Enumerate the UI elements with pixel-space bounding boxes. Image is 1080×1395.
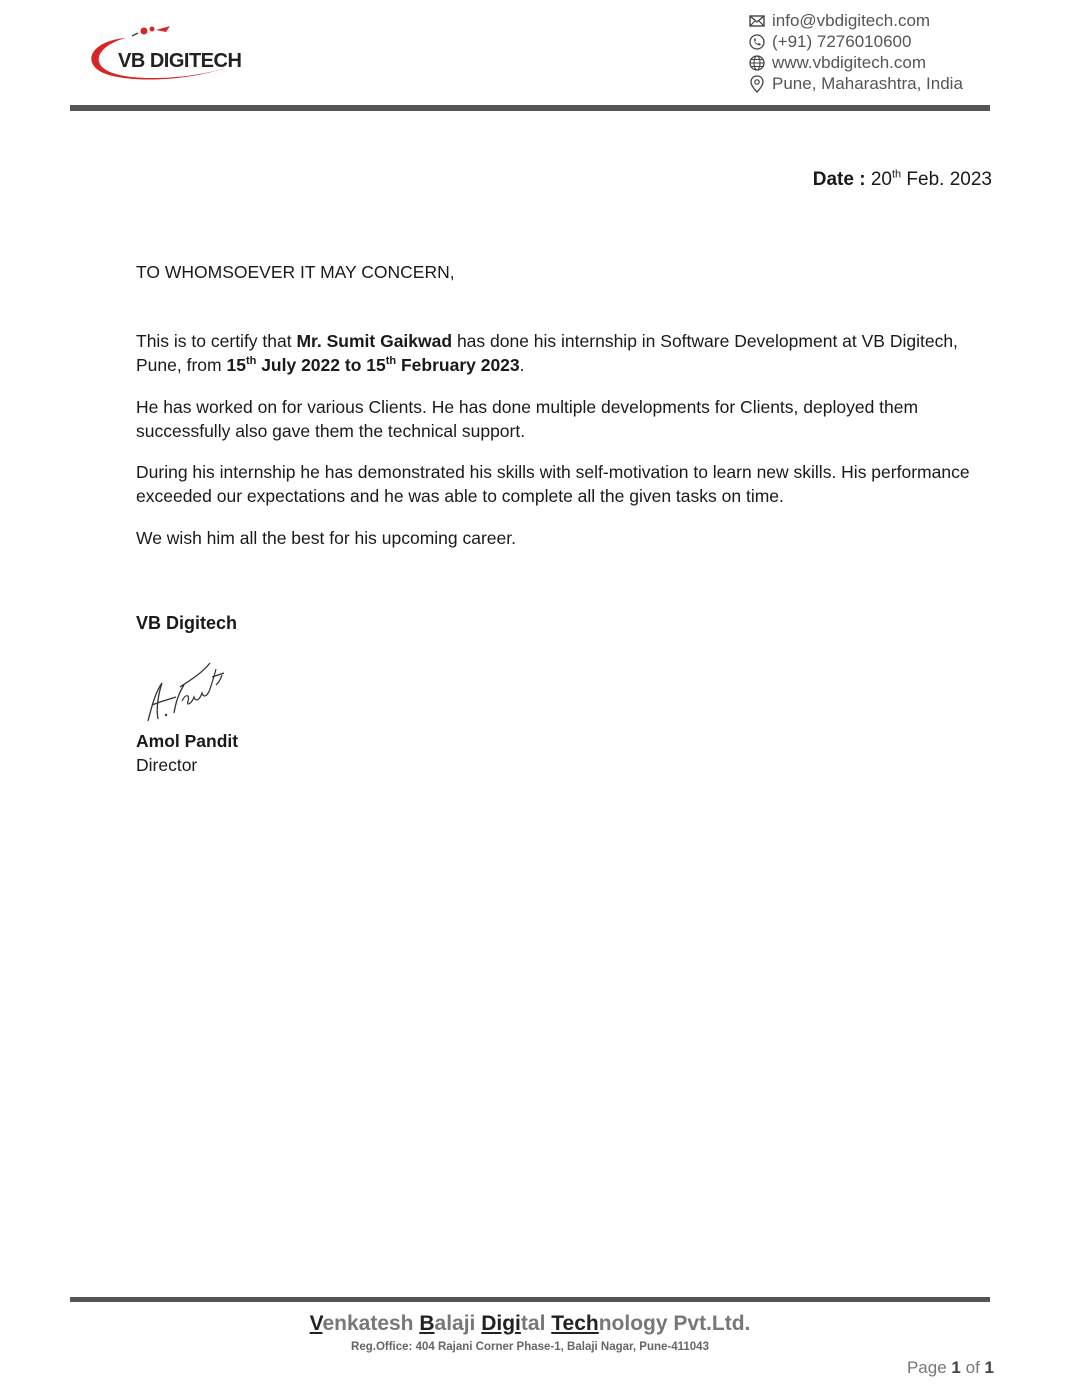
contact-email-row (748, 10, 963, 31)
letter-date (813, 169, 992, 191)
contact-website[interactable]: www.vbdigitech.com (772, 53, 927, 72)
salutation: TO WHOMSOEVER IT MAY CONCERN, (136, 262, 455, 282)
paragraph-performance: During his internship he has demonstrated his skills with self-motivation to learn new skills. His performance exceeded our expectations and he was able to complete all the given tasks on time. (136, 462, 970, 506)
phone-icon (748, 33, 766, 51)
page-number (907, 1358, 994, 1378)
contact-location: Pune, Maharashtra, India (772, 74, 963, 93)
header-divider (70, 105, 990, 111)
location-pin-icon (748, 75, 766, 93)
page-current: 1 (951, 1358, 961, 1377)
contact-email[interactable]: info@vbdigitech.com (772, 11, 931, 30)
globe-icon (748, 54, 766, 72)
footer-address: Reg.Office: 404 Rajani Corner Phase-1, Balaji Nagar, Pune-411043 (351, 1341, 709, 1353)
fc-enkatesh: enkatesh (322, 1312, 420, 1335)
fc-nology: nology Pvt.Ltd. (598, 1312, 751, 1335)
internship-period (226, 355, 519, 375)
p1-post: . (519, 355, 525, 375)
date-month-year: Feb. 2023 (906, 169, 992, 190)
signer-name: Amol Pandit (136, 731, 239, 751)
paragraph-wishes: We wish him all the best for his upcoming career. (136, 528, 516, 548)
fc-tal: tal (520, 1312, 552, 1335)
signer-title: Director (136, 755, 198, 775)
date-day: 20 (870, 169, 892, 190)
company-logo (86, 22, 256, 88)
footer-company-name (0, 1312, 1060, 1336)
end-suffix: th (385, 355, 397, 368)
envelope-icon (748, 12, 766, 30)
footer-divider (70, 1297, 990, 1302)
intern-name: Mr. Sumit Gaikwad (296, 331, 453, 351)
fc-digi: Digi (481, 1312, 521, 1335)
fc-tech: Tech (551, 1312, 599, 1335)
page-label: Page (906, 1358, 947, 1377)
contact-location-row (748, 73, 963, 94)
signer-block (136, 729, 238, 777)
end-rest: February 2023 (396, 355, 520, 375)
contact-website-row (748, 52, 963, 73)
start-suffix: th (245, 355, 257, 368)
page-of: of (965, 1358, 980, 1377)
signature (140, 655, 240, 730)
start-day: 15 (226, 355, 246, 375)
paragraph-certification (136, 329, 996, 377)
page-total: 1 (984, 1358, 994, 1377)
contact-info (748, 10, 963, 94)
start-rest: July 2022 to (256, 355, 367, 375)
date-day-suffix: th (891, 168, 902, 181)
end-day: 15 (366, 355, 386, 375)
fc-b: B (419, 1312, 435, 1335)
date-label: Date : (812, 169, 866, 190)
p1-pre: This is to certify that (136, 331, 297, 351)
contact-phone[interactable]: (+91) 7276010600 (772, 32, 912, 51)
fc-alaji: alaji (434, 1312, 482, 1335)
contact-phone-row (748, 31, 963, 52)
issuing-company: VB Digitech (136, 613, 238, 633)
fc-v: V (309, 1312, 323, 1335)
paragraph-work: He has worked on for various Clients. He has done multiple developments for Clients, deployed them successfully also gave them the technical support. (136, 397, 919, 441)
p1-mid: has done his internship in Software Development at VB Digitech, Pune, from (136, 331, 958, 375)
logo-text: VB DIGITECH (118, 50, 242, 72)
